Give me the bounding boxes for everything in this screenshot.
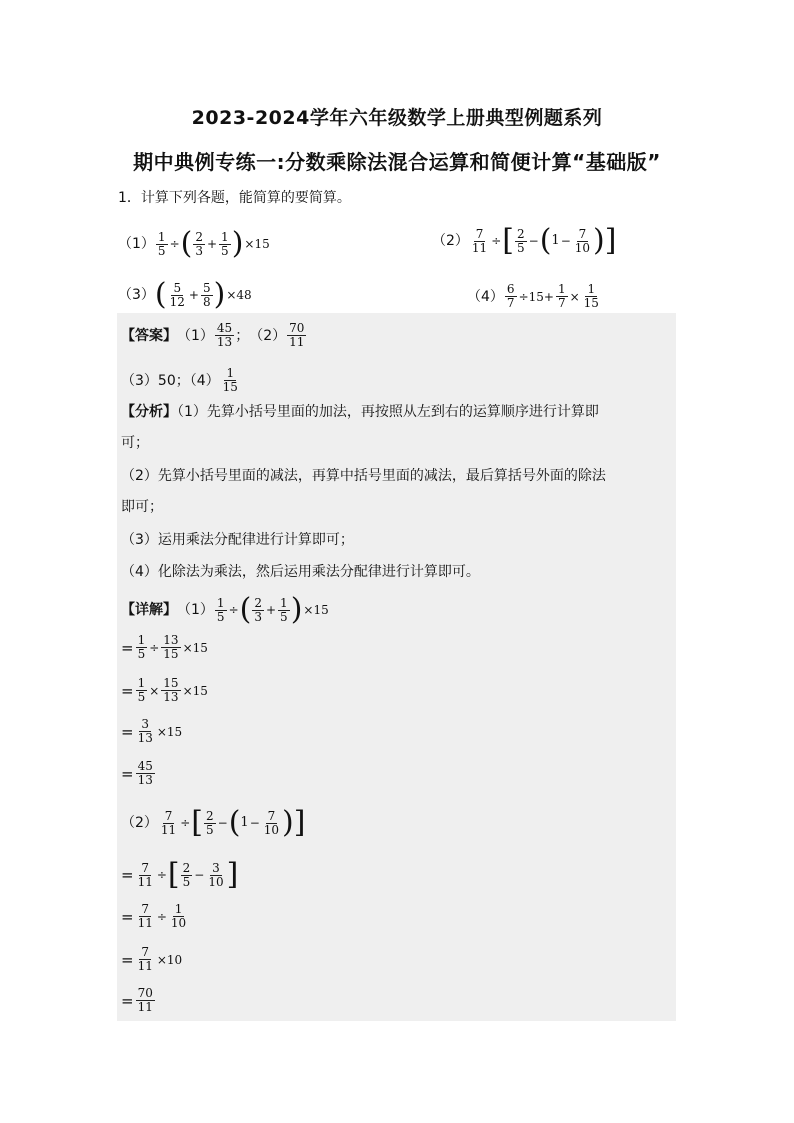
problem-3: （3） ( $\frac{5}{12}$ + $\frac{5}{8}$ ) ×48 <box>118 277 252 312</box>
detail-2-result: = $\frac{70}{11}$ <box>121 986 153 1014</box>
detail-1-result: = $\frac{45}{13}$ <box>121 759 153 787</box>
analysis-line-1: 【分析】（1）先算小括号里面的加法，再按照从左到右的运算顺序进行计算即 <box>121 404 599 420</box>
analysis-line-4: （4）化除法为乘法，然后运用乘法分配律进行计算即可。 <box>121 564 480 580</box>
detail-2-step-1: = $\frac{7}{11}$ ÷ [ $\frac{2}{5}$ − $\frac{3}{10}$ ] <box>121 857 239 892</box>
analysis-line-2b: 即可； <box>121 499 163 515</box>
analysis-line-3: （3）运用乘法分配律进行计算即可； <box>121 532 354 548</box>
detail-2-step-3: = $\frac{7}{11}$ ×10 <box>121 945 183 973</box>
answer-line-2: （3）50；（4） $\frac{1}{15}$ <box>121 366 238 394</box>
document-subtitle: 期中典例专练一:分数乘除法混合运算和简便计算“基础版” <box>133 150 661 174</box>
detail-2-step-2: = $\frac{7}{11}$ ÷ $\frac{1}{10}$ <box>121 902 187 930</box>
detail-1-step-3: = $\frac{3}{13}$ ×15 <box>121 717 183 745</box>
document-title: 2023-2024学年六年级数学上册典型例题系列 <box>191 107 603 129</box>
problem-4: （4） $\frac{6}{7}$ ÷15+ $\frac{1}{7}$ × $\frac{1}{15}$ <box>467 282 599 310</box>
detail-1-step-1: = $\frac{1}{5}$ ÷ $\frac{13}{15}$ ×15 <box>121 633 208 661</box>
question-stem: 1．计算下列各题，能简算的要简算。 <box>118 190 351 206</box>
analysis-line-1b: 可； <box>121 435 149 451</box>
detail-1-header: 【详解】 （1） $\frac{1}{5}$ ÷ ( $\frac{2}{3}$ + $\frac{1}{5}$ ) ×15 <box>121 592 329 627</box>
detail-1-step-2: = $\frac{1}{5}$ × $\frac{15}{13}$ ×15 <box>121 676 208 704</box>
detail-2-header: （2） $\frac{7}{11}$ ÷ [ $\frac{2}{5}$ − ( 1 − $\frac{7}{10}$ ) ] <box>121 805 306 840</box>
problem-1: （1） $\frac{1}{5}$ ÷ ( $\frac{2}{3}$ + $\frac{1}{5}$ ) ×15 <box>118 226 270 261</box>
analysis-line-2: （2）先算小括号里面的减法，再算中括号里面的减法，最后算括号外面的除法 <box>121 468 606 484</box>
problem-2: （2） $\frac{7}{11}$ ÷ [ $\frac{2}{5}$ − ( 1 − $\frac{7}{10}$ ) ] <box>432 223 617 258</box>
answer-line-1: 【答案】 （1） $\frac{45}{13}$ ； （2） $\frac{70}{11}$ <box>121 321 305 349</box>
